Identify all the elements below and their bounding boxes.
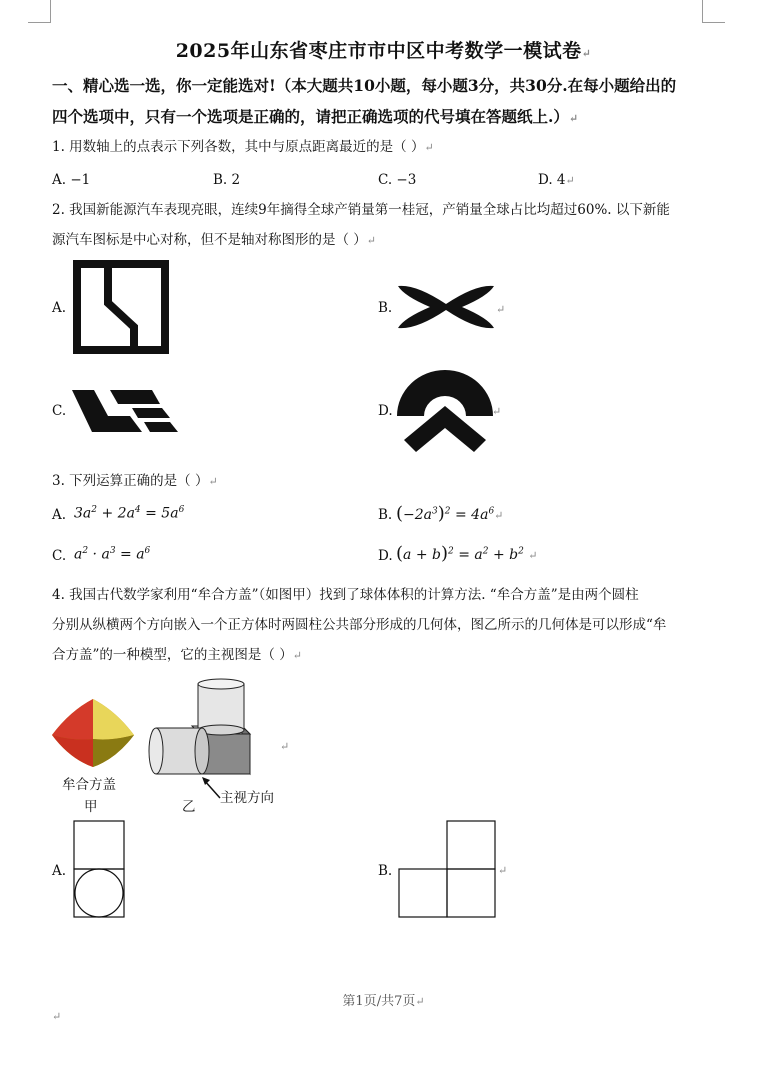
q3-option-d-expression: $(a + b)^2 = a^2 + b^2$ ↵ xyxy=(396,543,538,564)
section-heading-line1: 一、精心选一选，你一定能选对!（本大题共10小题，每小题3分，共30分.在每小题给出的 xyxy=(52,76,677,95)
section-heading-line2: 四个选项中，只有一个选项是正确的，请把正确选项的代号填在答题纸上.） xyxy=(52,107,569,126)
q4-stem-line2: 分别从纵横两个方向嵌入一个正方体时两圆柱公共部分形成的几何体，图乙所示的几何体是可以形成“牟 xyxy=(52,617,667,633)
logo-b-figure xyxy=(396,282,496,332)
logo-d-figure xyxy=(396,368,494,454)
q4-label-a: A. xyxy=(52,863,67,879)
q4-option-b-view xyxy=(398,820,498,918)
q2-label-b: B. xyxy=(378,300,393,316)
q2-label-d: D. xyxy=(378,403,393,419)
page-footer: 第1页/共7页↵ xyxy=(342,994,425,1009)
q1-option-c: C. −3 xyxy=(378,172,417,188)
logo-a-figure xyxy=(72,259,170,355)
q3-label-a: A. xyxy=(52,507,67,523)
q4-figure-return-mark: ↵ xyxy=(280,740,290,753)
logo-c-figure xyxy=(70,388,180,434)
q4-label-b: B. xyxy=(378,863,393,879)
fig-jia-label: 甲 xyxy=(84,799,98,815)
question-1-stem: 1. 用数轴上的点表示下列各数，其中与原点距离最近的是（ ）↵ xyxy=(52,139,434,155)
q1-option-d: D. 4↵ xyxy=(538,172,575,188)
q4-stem-line1: 4. 我国古代数学家利用“牟合方盖”（如图甲）找到了球体体积的计算方法. “牟合方盖”是由两个圆柱 xyxy=(52,587,639,603)
crop-mark-top-left xyxy=(28,0,51,23)
q2-d-return-mark: ↵ xyxy=(492,405,502,418)
q3-option-b-expression: $(-2a^3)^2$ = $4a^6↵$ xyxy=(396,503,504,524)
q2-label-c: C. xyxy=(52,403,67,419)
q2-stem-line2: 源汽车图标是中心对称，但不是轴对称图形的是（ ） xyxy=(52,232,367,248)
mouhe-fanggai-figure xyxy=(50,697,136,769)
fig-yi-label: 乙 xyxy=(182,799,196,815)
crop-mark-top-right xyxy=(702,0,725,23)
direction-label: 主视方向 xyxy=(220,790,274,806)
q1-option-b: B. 2 xyxy=(213,172,241,188)
question-4-stem: 4. 我国古代数学家利用“牟合方盖”（如图甲）找到了球体体积的计算方法. “牟合方盖”是由两个圆柱 分别从纵横两个方向嵌入一个正方体时两圆柱公共部分形成的几何体，图乙所示的几何体是可以形成“牟 合方盖”的一种模型，它的主视图是（ ）↵ xyxy=(52,580,712,671)
q3-label-c: C. xyxy=(52,548,67,564)
cylinder-cube-model-figure xyxy=(146,676,256,800)
q3-label-b: B. xyxy=(378,507,393,523)
fig-jia-caption: 牟合方盖 xyxy=(62,777,116,793)
question-2-stem: 2. 我国新能源汽车表现亮眼，连续9年摘得全球产销量第一桂冠，产销量全球占比均超过60%. 以下新能 源汽车图标是中心对称，但不是轴对称图形的是（ ）↵ xyxy=(52,195,712,256)
page-title: 2025年山东省枣庄市市中区中考数学一模试卷↵ xyxy=(175,40,592,62)
trailing-return-mark: ↵ xyxy=(52,1010,62,1023)
q3-label-d: D. xyxy=(378,548,393,564)
q3-option-c-expression: $a^2 \cdot a^3 = a^6$ xyxy=(74,546,151,563)
q4-stem-line3: 合方盖”的一种模型，它的主视图是（ ） xyxy=(52,647,293,663)
q1-option-a: A. −1 xyxy=(52,172,91,188)
q3-option-a-expression: $3a^2 + 2a^4 = 5a^6$ xyxy=(74,505,185,522)
q2-label-a: A. xyxy=(52,300,67,316)
q4-b-return-mark: ↵ xyxy=(498,864,508,877)
q2-stem-line1: 2. 我国新能源汽车表现亮眼，连续9年摘得全球产销量第一桂冠，产销量全球占比均超过60%. 以下新能 xyxy=(52,202,670,218)
q2-b-return-mark: ↵ xyxy=(496,303,506,316)
q4-option-a-view xyxy=(73,820,125,918)
question-3-stem: 3. 下列运算正确的是（ ）↵ xyxy=(52,473,218,489)
section-heading: 一、精心选一选，你一定能选对!（本大题共10小题，每小题3分，共30分.在每小题给出的 四个选项中，只有一个选项是正确的，请把正确选项的代号填在答题纸上.）↵ xyxy=(52,70,712,134)
